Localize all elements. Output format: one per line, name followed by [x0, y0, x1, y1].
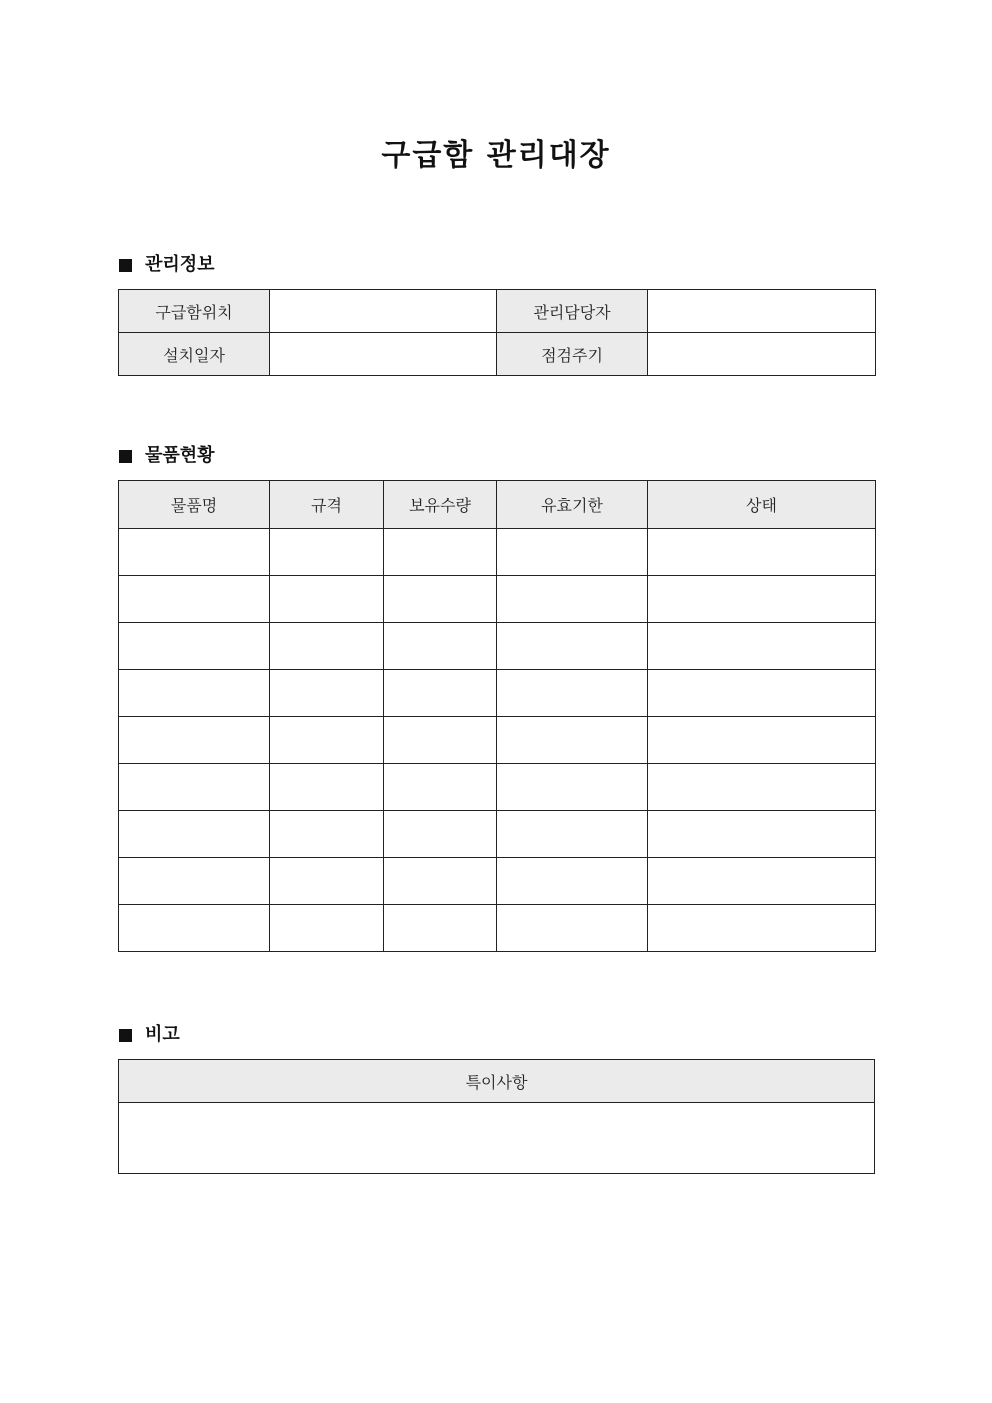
expiry-cell[interactable]: [497, 905, 648, 952]
status-cell[interactable]: [648, 858, 876, 905]
table-row: [119, 576, 876, 623]
expiry-cell[interactable]: [497, 670, 648, 717]
quantity-cell[interactable]: [384, 811, 497, 858]
spec-cell[interactable]: [270, 764, 384, 811]
column-header-spec: 규격: [270, 481, 384, 529]
section-heading-info: [119, 253, 215, 277]
table-row: [119, 717, 876, 764]
section-heading-remarks-label: 비고: [145, 1024, 180, 1045]
inspection-cycle-field[interactable]: [648, 333, 876, 376]
quantity-cell[interactable]: [384, 670, 497, 717]
section-heading-info-label: 관리정보: [145, 254, 215, 275]
document-title: 구급함 관리대장: [381, 138, 611, 173]
expiry-cell[interactable]: [497, 811, 648, 858]
manager-field[interactable]: [648, 290, 876, 333]
quantity-cell[interactable]: [384, 764, 497, 811]
table-row: [119, 670, 876, 717]
spec-cell[interactable]: [270, 623, 384, 670]
expiry-cell[interactable]: [497, 529, 648, 576]
column-header-special-notes: 특이사항: [119, 1060, 875, 1103]
item-name-cell[interactable]: [119, 576, 270, 623]
install-date-label: 설치일자: [119, 333, 270, 376]
item-name-cell[interactable]: [119, 529, 270, 576]
items-table: [118, 480, 876, 952]
item-name-cell[interactable]: [119, 623, 270, 670]
install-date-field[interactable]: [270, 333, 497, 376]
table-row: [119, 623, 876, 670]
quantity-cell[interactable]: [384, 576, 497, 623]
info-row-1: [119, 290, 876, 333]
expiry-cell[interactable]: [497, 717, 648, 764]
spec-cell[interactable]: [270, 905, 384, 952]
quantity-cell[interactable]: [384, 858, 497, 905]
section-heading-items-label: 물품현황: [145, 445, 215, 466]
table-row: [119, 529, 876, 576]
expiry-cell[interactable]: [497, 623, 648, 670]
column-header-status: 상태: [648, 481, 876, 529]
status-cell[interactable]: [648, 905, 876, 952]
status-cell[interactable]: [648, 811, 876, 858]
status-cell[interactable]: [648, 670, 876, 717]
item-name-cell[interactable]: [119, 858, 270, 905]
location-label: 구급함위치: [119, 290, 270, 333]
section-heading-items: [119, 444, 215, 468]
status-cell[interactable]: [648, 623, 876, 670]
table-row: [119, 811, 876, 858]
square-bullet-icon: [119, 450, 132, 463]
remarks-body-row: [119, 1103, 875, 1174]
inspection-cycle-label: 점검주기: [497, 333, 648, 376]
quantity-cell[interactable]: [384, 529, 497, 576]
table-row: [119, 858, 876, 905]
remarks-header-row: [119, 1060, 875, 1103]
column-header-quantity: 보유수량: [384, 481, 497, 529]
status-cell[interactable]: [648, 717, 876, 764]
square-bullet-icon: [119, 1029, 132, 1042]
square-bullet-icon: [119, 259, 132, 272]
spec-cell[interactable]: [270, 811, 384, 858]
item-name-cell[interactable]: [119, 811, 270, 858]
expiry-cell[interactable]: [497, 764, 648, 811]
column-header-item-name: 물품명: [119, 481, 270, 529]
status-cell[interactable]: [648, 576, 876, 623]
spec-cell[interactable]: [270, 717, 384, 764]
item-name-cell[interactable]: [119, 717, 270, 764]
spec-cell[interactable]: [270, 576, 384, 623]
spec-cell[interactable]: [270, 858, 384, 905]
spec-cell[interactable]: [270, 529, 384, 576]
status-cell[interactable]: [648, 529, 876, 576]
item-name-cell[interactable]: [119, 670, 270, 717]
item-name-cell[interactable]: [119, 764, 270, 811]
info-table: [118, 289, 876, 376]
items-header-row: [119, 481, 876, 529]
expiry-cell[interactable]: [497, 858, 648, 905]
table-row: [119, 764, 876, 811]
location-field[interactable]: [270, 290, 497, 333]
manager-label: 관리담당자: [497, 290, 648, 333]
table-row: [119, 905, 876, 952]
spec-cell[interactable]: [270, 670, 384, 717]
column-header-expiry: 유효기한: [497, 481, 648, 529]
remarks-table: [118, 1059, 875, 1174]
item-name-cell[interactable]: [119, 905, 270, 952]
quantity-cell[interactable]: [384, 905, 497, 952]
quantity-cell[interactable]: [384, 623, 497, 670]
section-heading-remarks: [119, 1023, 180, 1047]
quantity-cell[interactable]: [384, 717, 497, 764]
special-notes-field[interactable]: [119, 1103, 875, 1174]
status-cell[interactable]: [648, 764, 876, 811]
expiry-cell[interactable]: [497, 576, 648, 623]
info-row-2: [119, 333, 876, 376]
